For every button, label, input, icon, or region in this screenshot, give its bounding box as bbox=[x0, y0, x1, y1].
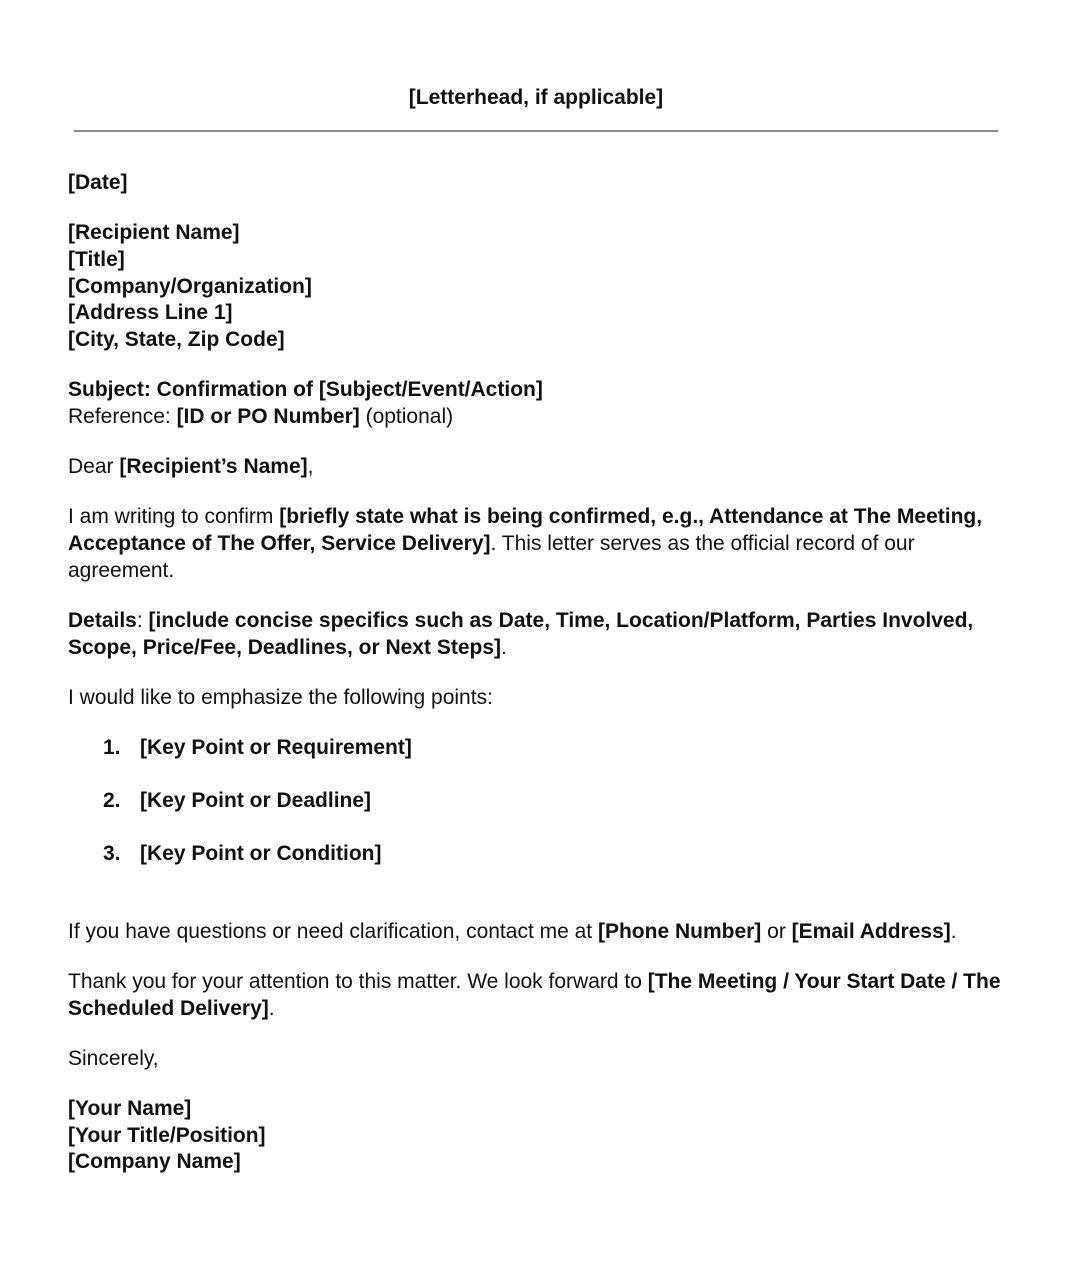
thanks-lead: Thank you for your attention to this matter. We look forward to bbox=[68, 969, 648, 993]
signature-name: [Your Name] bbox=[68, 1097, 192, 1121]
list-item-number: 3. bbox=[103, 842, 121, 866]
emphasis-intro: I would like to emphasize the following points: bbox=[68, 685, 493, 709]
salutation-suffix: , bbox=[307, 455, 314, 479]
list-item bbox=[68, 788, 1003, 815]
subject-line: Subject: Confirmation of [Subject/Event/Action] bbox=[68, 378, 543, 402]
confirmation-lead: I am writing to confirm bbox=[68, 505, 280, 529]
confirmation-paragraph bbox=[68, 504, 1003, 584]
recipient-address-line-1: [Address Line 1] bbox=[68, 301, 233, 325]
list-item bbox=[68, 841, 1003, 868]
date-block bbox=[68, 170, 1003, 197]
list-item-number: 1. bbox=[103, 736, 121, 760]
letter-body bbox=[68, 170, 1003, 1200]
reference-value: [ID or PO Number] bbox=[176, 404, 360, 428]
thanks-event: [The Meeting / Your Start Date / The Scheduled Delivery] bbox=[68, 969, 1001, 1020]
list-item-text: [Key Point or Requirement] bbox=[140, 736, 412, 760]
list-item-text: [Key Point or Condition] bbox=[140, 842, 382, 866]
letterhead-divider bbox=[74, 130, 998, 132]
contact-phone: [Phone Number] bbox=[597, 919, 762, 943]
signature-title: [Your Title/Position] bbox=[68, 1123, 266, 1147]
key-points-list bbox=[68, 735, 1003, 868]
contact-paragraph bbox=[68, 919, 1003, 946]
recipient-city-state-zip: [City, State, Zip Code] bbox=[68, 328, 285, 352]
confirmation-tail: . This letter serves as the official record of our agreement. bbox=[68, 532, 915, 582]
contact-lead: If you have questions or need clarification, contact me at bbox=[68, 919, 598, 943]
date: [Date] bbox=[68, 171, 128, 194]
recipient-company: [Company/Organization] bbox=[68, 274, 312, 298]
recipient-block bbox=[68, 220, 1003, 354]
details-label: Details bbox=[68, 608, 137, 632]
details-specifics: [include concise specifics such as Date, Time, Location/Platform, Parties Involved, Scope, Price/Fee, Deadlines, or Next Steps] bbox=[68, 608, 974, 659]
salutation-name: [Recipient’s Name] bbox=[119, 455, 308, 479]
letterhead: [Letterhead, if applicable] bbox=[408, 86, 664, 109]
details-paragraph bbox=[68, 608, 1003, 661]
details-separator: : bbox=[136, 608, 149, 632]
reference-line bbox=[68, 404, 1003, 431]
contact-email: [Email Address] bbox=[791, 919, 951, 943]
subject-block bbox=[68, 377, 1003, 430]
details-tail: . bbox=[501, 635, 507, 659]
salutation-prefix: Dear bbox=[68, 455, 120, 479]
contact-or: or bbox=[761, 919, 792, 943]
signature-company: [Company Name] bbox=[68, 1150, 241, 1174]
contact-tail: . bbox=[950, 919, 957, 943]
signature-block bbox=[68, 1096, 1003, 1176]
list-item-text: [Key Point or Deadline] bbox=[140, 789, 372, 813]
thanks-paragraph bbox=[68, 969, 1003, 1022]
salutation bbox=[68, 454, 1003, 481]
recipient-name: [Recipient Name] bbox=[68, 221, 240, 245]
reference-note: (optional) bbox=[359, 404, 454, 428]
list-item-number: 2. bbox=[103, 789, 121, 813]
closing: Sincerely, bbox=[68, 1046, 159, 1070]
confirmation-subject: [briefly state what is being confirmed, e.g., Attendance at The Meeting, Acceptance of The Offer, Service Delivery] bbox=[68, 505, 983, 556]
list-item bbox=[68, 735, 1003, 762]
thanks-tail: . bbox=[268, 996, 275, 1020]
reference-label: Reference: bbox=[68, 404, 177, 428]
recipient-title: [Title] bbox=[68, 247, 125, 271]
